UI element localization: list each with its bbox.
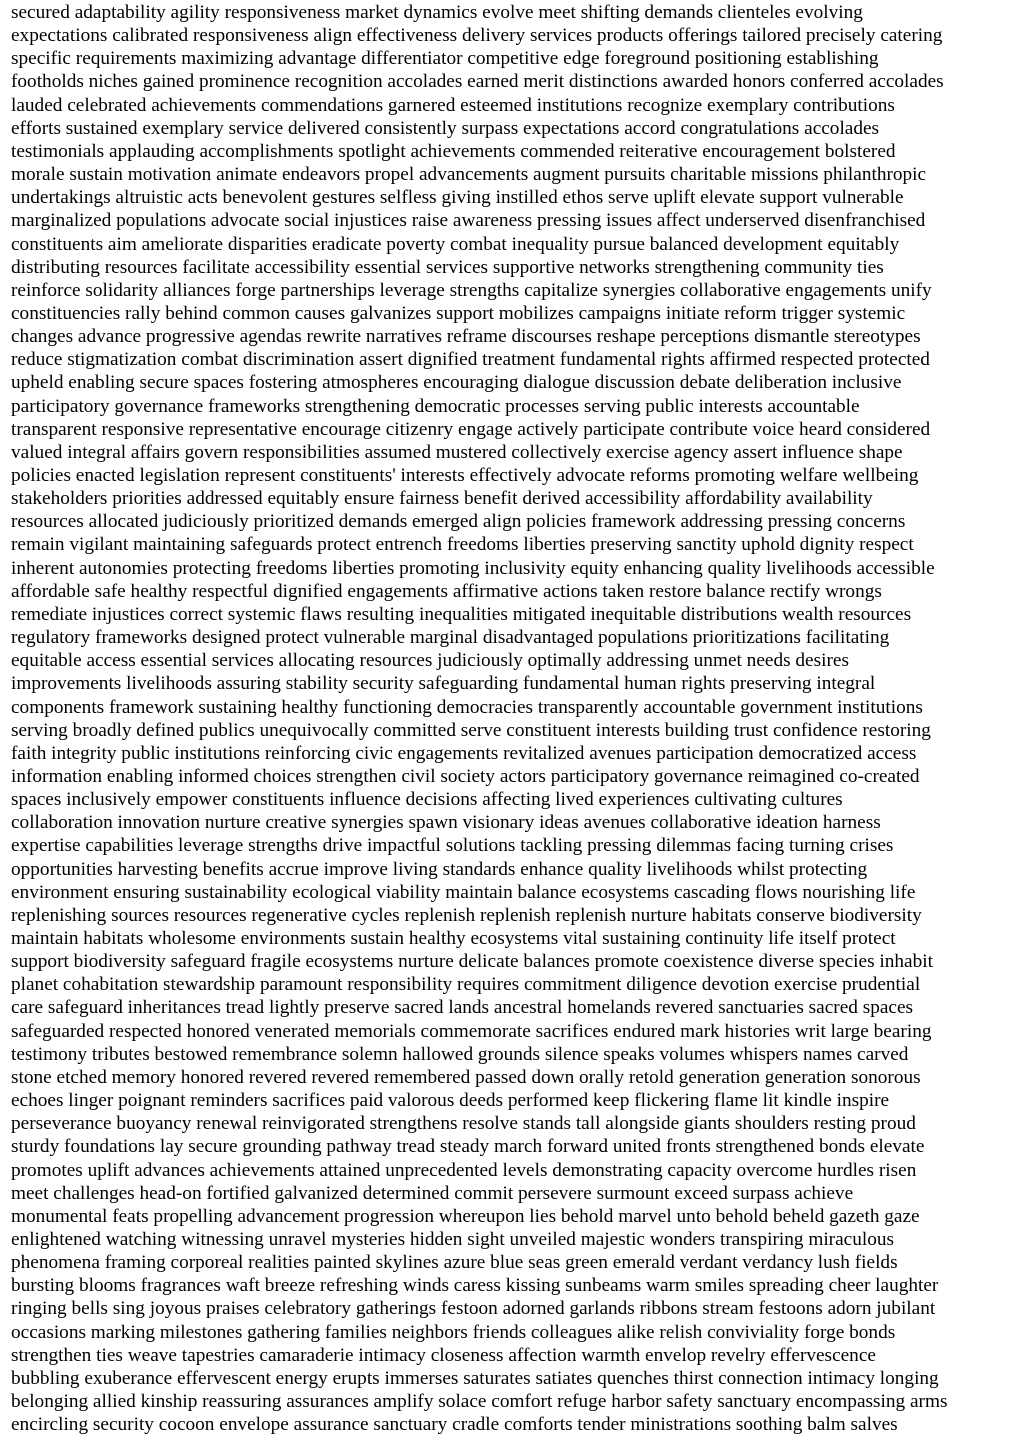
text-line: efforts sustained exemplary service delivered consistently surpass expectations accord congratulations accolades bbox=[11, 117, 880, 139]
text-line: reduce stigmatization combat discrimination assert dignified treatment fundamental rights affirmed respected protected bbox=[11, 349, 930, 371]
text-line: lauded celebrated achievements commendations garnered esteemed institutions recognize exemplary contributions bbox=[11, 94, 895, 116]
text-line: testimonials applauding accomplishments spotlight achievements commended reiterative encouragement bolstered bbox=[11, 140, 896, 162]
text-line: testimony tributes bestowed remembrance solemn hallowed grounds silence speaks volumes whispers names carved bbox=[11, 1043, 909, 1065]
text-line: components framework sustaining healthy functioning democracies transparently accountable government institutions bbox=[11, 696, 923, 718]
text-line: regulatory frameworks designed protect vulnerable marginal disadvantaged populations prioritizations facilitating bbox=[11, 627, 890, 649]
text-line: bursting blooms fragrances waft breeze refreshing winds caress kissing sunbeams warm smiles spreading cheer laughter bbox=[11, 1275, 939, 1297]
text-line: phenomena framing corporeal realities painted skylines azure blue seas green emerald verdant verdancy lush fields bbox=[11, 1252, 898, 1274]
text-line: echoes linger poignant reminders sacrifices paid valorous deeds performed keep flickering flame lit kindle inspire bbox=[11, 1090, 890, 1112]
text-line: changes advance progressive agendas rewrite narratives reframe discourses reshape perceptions dismantle stereotypes bbox=[11, 326, 921, 348]
text-line: support biodiversity safeguard fragile ecosystems nurture delicate balances promote coexistence diverse species inhabit bbox=[11, 951, 933, 973]
text-line: remain vigilant maintaining safeguards protect entrench freedoms liberties preserving sanctity uphold dignity respect bbox=[11, 534, 914, 556]
text-line: policies enacted legislation represent constituents' interests effectively advocate reforms promoting welfare wellbeing bbox=[11, 465, 919, 486]
text-line: stone etched memory honored revered revered remembered passed down orally retold generation generation sonorous bbox=[11, 1066, 921, 1088]
text-line: spaces inclusively empower constituents influence decisions affecting lived experiences cultivating cultures bbox=[11, 789, 843, 811]
text-line: undertakings altruistic acts benevolent gestures selfless giving instilled ethos serve uplift elevate support vulnerable bbox=[11, 187, 904, 209]
text-line: monumental feats propelling advancement progression whereupon lies behold marvel unto behold beheld gazeth gaze bbox=[11, 1205, 920, 1227]
text-line: meet challenges head-on fortified galvanized determined commit persevere surmount exceed surpass achieve bbox=[11, 1182, 854, 1204]
text-line: collaboration innovation nurture creative synergies spawn visionary ideas avenues collaborative ideation harness bbox=[11, 812, 881, 834]
text-line: perseverance buoyancy renewal reinvigorated strengthens resolve stands tall alongside giants shoulders resting proud bbox=[11, 1113, 916, 1135]
text-line: promotes uplift advances achievements attained unprecedented levels demonstrating capacity overcome hurdles risen bbox=[11, 1159, 917, 1181]
text-line: safeguarded respected honored venerated memorials commemorate sacrifices endured mark histories writ large bearing bbox=[11, 1020, 932, 1042]
text-line: maintain habitats wholesome environments sustain healthy ecosystems vital sustaining continuity life itself protect bbox=[11, 928, 896, 949]
text-line: opportunities harvesting benefits accrue improve living standards enhance quality livelihoods whilst protecting bbox=[11, 858, 868, 880]
text-line: ringing bells sing joyous praises celebratory gatherings festoon adorned garlands ribbons stream festoons adorn jubilant bbox=[11, 1298, 936, 1320]
text-line: bubbling exuberance effervescent energy erupts immerses saturates satiates quenches thirst connection intimacy longing bbox=[11, 1367, 939, 1389]
text-line: equitable access essential services allocating resources judiciously optimally addressing unmet needs desires bbox=[11, 650, 849, 672]
text-line: footholds niches gained prominence recognition accolades earned merit distinctions awarded honors conferred accolades bbox=[11, 71, 944, 93]
text-line: valued integral affairs govern responsibilities assumed mustered collectively exercise agency assert influence shape bbox=[11, 441, 903, 463]
text-line: faith integrity public institutions reinforcing civic engagements revitalized avenues participation democratized access bbox=[11, 742, 917, 764]
text-line: belonging allied kinship reassuring assurances amplify solace comfort refuge harbor safety sanctuary encompassing arms bbox=[11, 1391, 948, 1412]
text-line: participatory governance frameworks strengthening democratic processes serving public interests accountable bbox=[11, 395, 860, 417]
text-line: occasions marking milestones gathering families neighbors friends colleagues alike relish conviviality forge bonds bbox=[11, 1321, 896, 1343]
text-line: care safeguard inheritances tread lightly preserve sacred lands ancestral homelands revered sanctuaries sacred spaces bbox=[11, 997, 914, 1019]
text-line: affordable safe healthy respectful dignified engagements affirmative actions taken restore balance rectify wrongs bbox=[11, 580, 882, 602]
text-line: upheld enabling secure spaces fostering atmospheres encouraging dialogue discussion debate deliberation inclusive bbox=[11, 372, 902, 394]
text-line: marginalized populations advocate social injustices raise awareness pressing issues affect underserved disenfranchised bbox=[11, 210, 926, 232]
text-line: strengthen ties weave tapestries camaraderie intimacy closeness affection warmth envelop revelry effervescence bbox=[11, 1344, 876, 1366]
text-line: enlightened watching witnessing unravel mysteries hidden sight unveiled majestic wonders transpiring miraculous bbox=[11, 1228, 894, 1250]
text-line: information enabling informed choices strengthen civil society actors participatory governance reimagined co-created bbox=[11, 765, 920, 787]
text-line: expertise capabilities leverage strengths drive impactful solutions tackling pressing dilemmas facing turning crises bbox=[11, 835, 894, 857]
text-line: reinforce solidarity alliances forge partnerships leverage strengths capitalize synergies collaborative engagements unify bbox=[11, 279, 932, 301]
text-line: expectations calibrated responsiveness align effectiveness delivery services products offerings tailored precisely catering bbox=[11, 25, 943, 47]
text-line: remediate injustices correct systemic flaws resulting inequalities mitigated inequitable distributions wealth resources bbox=[11, 603, 912, 625]
text-line: transparent responsive representative encourage citizenry engage actively participate contribute voice heard considered bbox=[11, 418, 931, 440]
text-line: constituents aim ameliorate disparities eradicate poverty combat inequality pursue balanced development equitably bbox=[11, 233, 900, 255]
text-line: planet cohabitation stewardship paramount responsibility requires commitment diligence devotion exercise prudential bbox=[11, 974, 921, 996]
text-line: encircling security cocoon envelope assurance sanctuary cradle comforts tender ministrations soothing balm salves bbox=[11, 1414, 898, 1436]
text-line: specific requirements maximizing advantage differentiator competitive edge foreground positioning establishing bbox=[11, 48, 879, 70]
text-line: improvements livelihoods assuring stability security safeguarding fundamental human rights preserving integral bbox=[11, 673, 876, 695]
text-line: stakeholders priorities addressed equitably ensure fairness benefit derived accessibility affordability availability bbox=[11, 488, 873, 510]
text-line: constituencies rally behind common causes galvanizes support mobilizes campaigns initiate reform trigger systemic bbox=[11, 302, 906, 324]
text-line: resources allocated judiciously prioritized demands emerged align policies framework addressing pressing concerns bbox=[11, 511, 906, 533]
text-line: environment ensuring sustainability ecological viability maintain balance ecosystems cascading flows nourishing life bbox=[11, 881, 916, 903]
text-line: morale sustain motivation animate endeavors propel advancements augment pursuits charitable missions philanthropic bbox=[11, 164, 927, 186]
text-line: inherent autonomies protecting freedoms liberties promoting inclusivity equity enhancing quality livelihoods accessible bbox=[11, 557, 935, 579]
text-line: replenishing sources resources regenerative cycles replenish replenish replenish nurture habitats conserve biodiversity bbox=[11, 904, 922, 926]
text-line: secured adaptability agility responsiveness market dynamics evolve meet shifting demands clienteles evolving bbox=[11, 2, 863, 23]
text-line: distributing resources facilitate accessibility essential services supportive networks strengthening community ties bbox=[11, 256, 884, 278]
text-line: serving broadly defined publics unequivocally committed serve constituent interests building trust confidence restoring bbox=[11, 719, 931, 741]
text-line: sturdy foundations lay secure grounding pathway tread steady march forward united fronts strengthened bonds elevate bbox=[11, 1136, 925, 1158]
